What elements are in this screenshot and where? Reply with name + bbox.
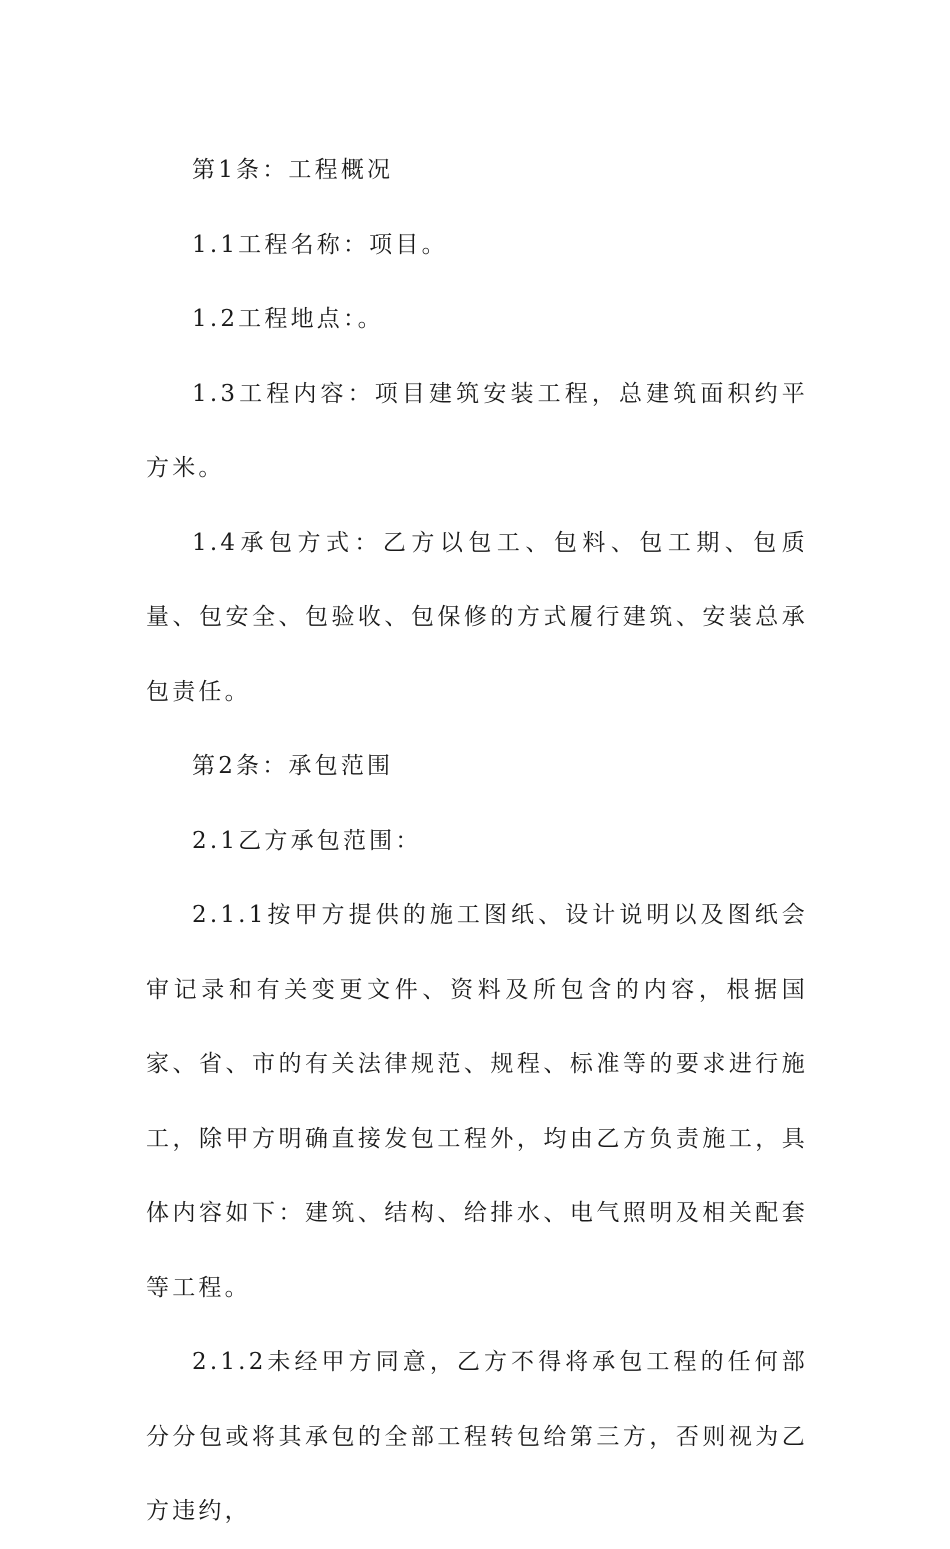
article-2-heading: 第2条：承包范围: [192, 753, 394, 779]
clause-1-3: 1.3工程内容：项目建筑安装工程，总建筑面积约平方米。: [146, 380, 808, 481]
clause-2-1-2: 2.1.2未经甲方同意，乙方不得将承包工程的任何部分分包或将其承包的全部工程转包给第三方，否则视为乙方违约，: [146, 1349, 808, 1524]
clause-1-4: 1.4承包方式：乙方以包工、包料、包工期、包质量、包安全、包验收、包保修的方式履行建筑、安装总承包责任。: [146, 529, 808, 705]
clause-1-2: 1.2工程地点：。: [192, 306, 384, 332]
document-body: [146, 133, 808, 1549]
clause-2-1: 2.1乙方承包范围：: [192, 827, 422, 854]
clause-1-1: 1.1工程名称：项目。: [192, 231, 448, 258]
article-1-heading: 第1条：工程概况: [192, 157, 394, 183]
clause-2-1-1: 2.1.1按甲方提供的施工图纸、设计说明以及图纸会审记录和有关变更文件、资料及所包含的内容，根据国家、省、市的有关法律规范、规程、标准等的要求进行施工，除甲方明确直接发包工程外，均由乙方负责施工，具体内容如下：建筑、结构、给排水、电气照明及相关配套等工程。: [146, 902, 808, 1301]
